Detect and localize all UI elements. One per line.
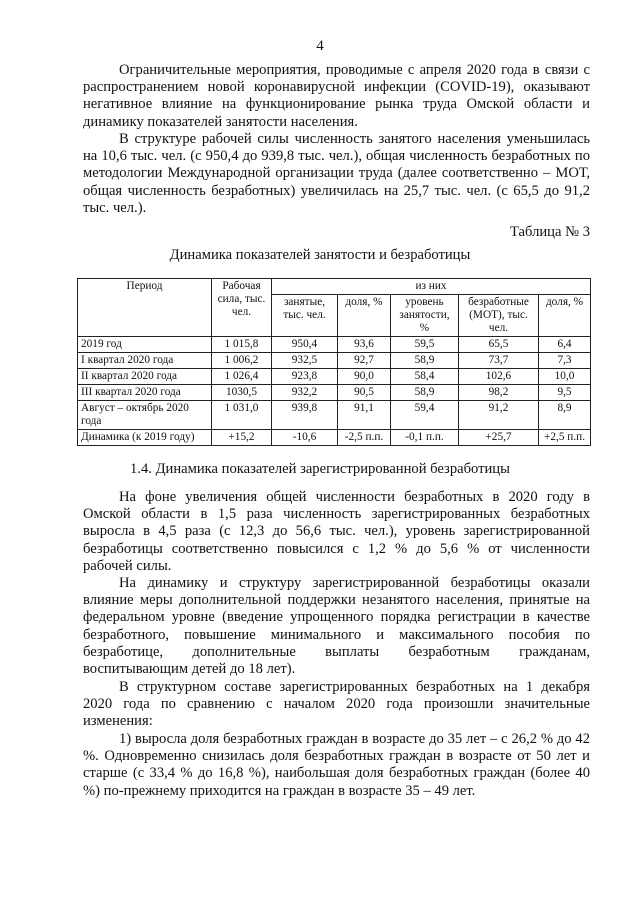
cell-unemployed-share: 7,3 xyxy=(539,353,591,369)
cell-labor-force: 1 026,4 xyxy=(212,369,272,385)
cell-period: II квартал 2020 года xyxy=(78,369,212,385)
cell-unemployed: 73,7 xyxy=(459,353,539,369)
employment-table xyxy=(77,278,591,446)
cell-labor-force: +15,2 xyxy=(212,430,272,446)
cell-employed: 939,8 xyxy=(272,401,338,430)
cell-labor-force: 1 006,2 xyxy=(212,353,272,369)
header-employed: занятые, тыс. чел. xyxy=(272,295,338,337)
cell-period: Август – октябрь 2020 года xyxy=(78,401,212,430)
cell-period: Динамика (к 2019 году) xyxy=(78,430,212,446)
table-title: Динамика показателей занятости и безработицы xyxy=(169,247,471,263)
table-row xyxy=(78,401,591,430)
header-employed-share: доля, % xyxy=(338,295,391,337)
paragraph-restrictions: Ограничительные мероприятия, проводимые с апреля 2020 года в связи с распространением новой коронавирусной инфекции (COVID-19), оказывают негативное влияние на функционирование рынка труда Омской области и динамику показателей занятости населения. xyxy=(83,62,590,130)
table-label: Таблица № 3 xyxy=(510,224,590,240)
cell-period: I квартал 2020 года xyxy=(78,353,212,369)
paragraph-support-measures: На динамику и структуру зарегистрированной безработицы оказали влияние меры дополнительной поддержки незанятого населения, принятые на федеральном уровне (введение упрощенного порядка регистрации в качестве безработного, повышение минимального и максимального пособия по безработице, дополнительные выплаты безработным гражданам, воспитывающим детей до 18 лет). xyxy=(83,575,590,678)
cell-labor-force: 1 031,0 xyxy=(212,401,272,430)
cell-employed-share: 90,5 xyxy=(338,385,391,401)
cell-labor-force: 1030,5 xyxy=(212,385,272,401)
cell-unemployed: 91,2 xyxy=(459,401,539,430)
cell-unemployed-share: 10,0 xyxy=(539,369,591,385)
cell-employed: 932,2 xyxy=(272,385,338,401)
cell-unemployed-share: 8,9 xyxy=(539,401,591,430)
cell-labor-force: 1 015,8 xyxy=(212,337,272,353)
cell-unemployed: 102,6 xyxy=(459,369,539,385)
table-row xyxy=(78,353,591,369)
cell-period: III квартал 2020 года xyxy=(78,385,212,401)
cell-unemployed: 98,2 xyxy=(459,385,539,401)
table-row-dynamics xyxy=(78,430,591,446)
cell-employment-rate: 58,4 xyxy=(391,369,459,385)
table-header-row xyxy=(78,279,591,295)
paragraph-labor-force: В структуре рабочей силы численность занятого населения уменьшилась на 10,6 тыс. чел. (с 950,4 до 939,8 тыс. чел.), общая численность безработных по методологии Международной организации труда (далее соответственно – МОТ, общая численность безработных) увеличилась на 25,7 тыс. чел. (с 65,5 до 91,2 тыс. чел.). xyxy=(83,131,590,216)
paragraph-age-structure: 1) выросла доля безработных граждан в возрасте до 35 лет – с 26,2 % до 42 %. Одновременно снизилась доля безработных граждан в возрасте от 50 лет и старше (с 33,4 % до 16,8 %), наибольшая доля безработных граждан (более 40 %) по-прежнему приходится на граждан в возрасте 35 – 49 лет. xyxy=(83,731,590,799)
header-labor-force: Рабочая сила, тыс. чел. xyxy=(212,279,272,337)
table-row xyxy=(78,385,591,401)
cell-employment-rate: -0,1 п.п. xyxy=(391,430,459,446)
cell-employed-share: 93,6 xyxy=(338,337,391,353)
cell-employment-rate: 59,5 xyxy=(391,337,459,353)
table-row xyxy=(78,369,591,385)
cell-employment-rate: 58,9 xyxy=(391,353,459,369)
cell-employment-rate: 59,4 xyxy=(391,401,459,430)
cell-employed: 932,5 xyxy=(272,353,338,369)
cell-period: 2019 год xyxy=(78,337,212,353)
cell-unemployed-share: 6,4 xyxy=(539,337,591,353)
cell-employed-share: -2,5 п.п. xyxy=(338,430,391,446)
header-of-which: из них xyxy=(272,279,591,295)
cell-employed-share: 90,0 xyxy=(338,369,391,385)
cell-employed-share: 92,7 xyxy=(338,353,391,369)
cell-unemployed-share: 9,5 xyxy=(539,385,591,401)
section-heading: 1.4. Динамика показателей зарегистрированной безработицы xyxy=(130,461,510,477)
header-unemployed-share: доля, % xyxy=(539,295,591,337)
cell-unemployed: 65,5 xyxy=(459,337,539,353)
paragraph-structure-changes: В структурном составе зарегистрированных безработных на 1 декабря 2020 года по сравнению с началом 2020 года произошли значительные изменения: xyxy=(83,679,590,730)
cell-unemployed: +25,7 xyxy=(459,430,539,446)
cell-employed: -10,6 xyxy=(272,430,338,446)
cell-employment-rate: 58,9 xyxy=(391,385,459,401)
cell-employed: 950,4 xyxy=(272,337,338,353)
cell-employed-share: 91,1 xyxy=(338,401,391,430)
paragraph-registered-growth: На фоне увеличения общей численности безработных в 2020 году в Омской области в 1,5 раза численность зарегистрированных безработных выросла в 4,5 раза (с 12,3 до 56,6 тыс. чел.), уровень зарегистрированной безработицы соответственно повысился с 1,2 % до 5,6 % от численности рабочей силы. xyxy=(83,489,590,574)
cell-unemployed-share: +2,5 п.п. xyxy=(539,430,591,446)
header-unemployed: безработные (МОТ), тыс. чел. xyxy=(459,295,539,337)
page-number: 4 xyxy=(316,38,324,54)
cell-employed: 923,8 xyxy=(272,369,338,385)
header-employment-rate: уровень занятости, % xyxy=(391,295,459,337)
table-row xyxy=(78,337,591,353)
header-period: Период xyxy=(78,279,212,337)
